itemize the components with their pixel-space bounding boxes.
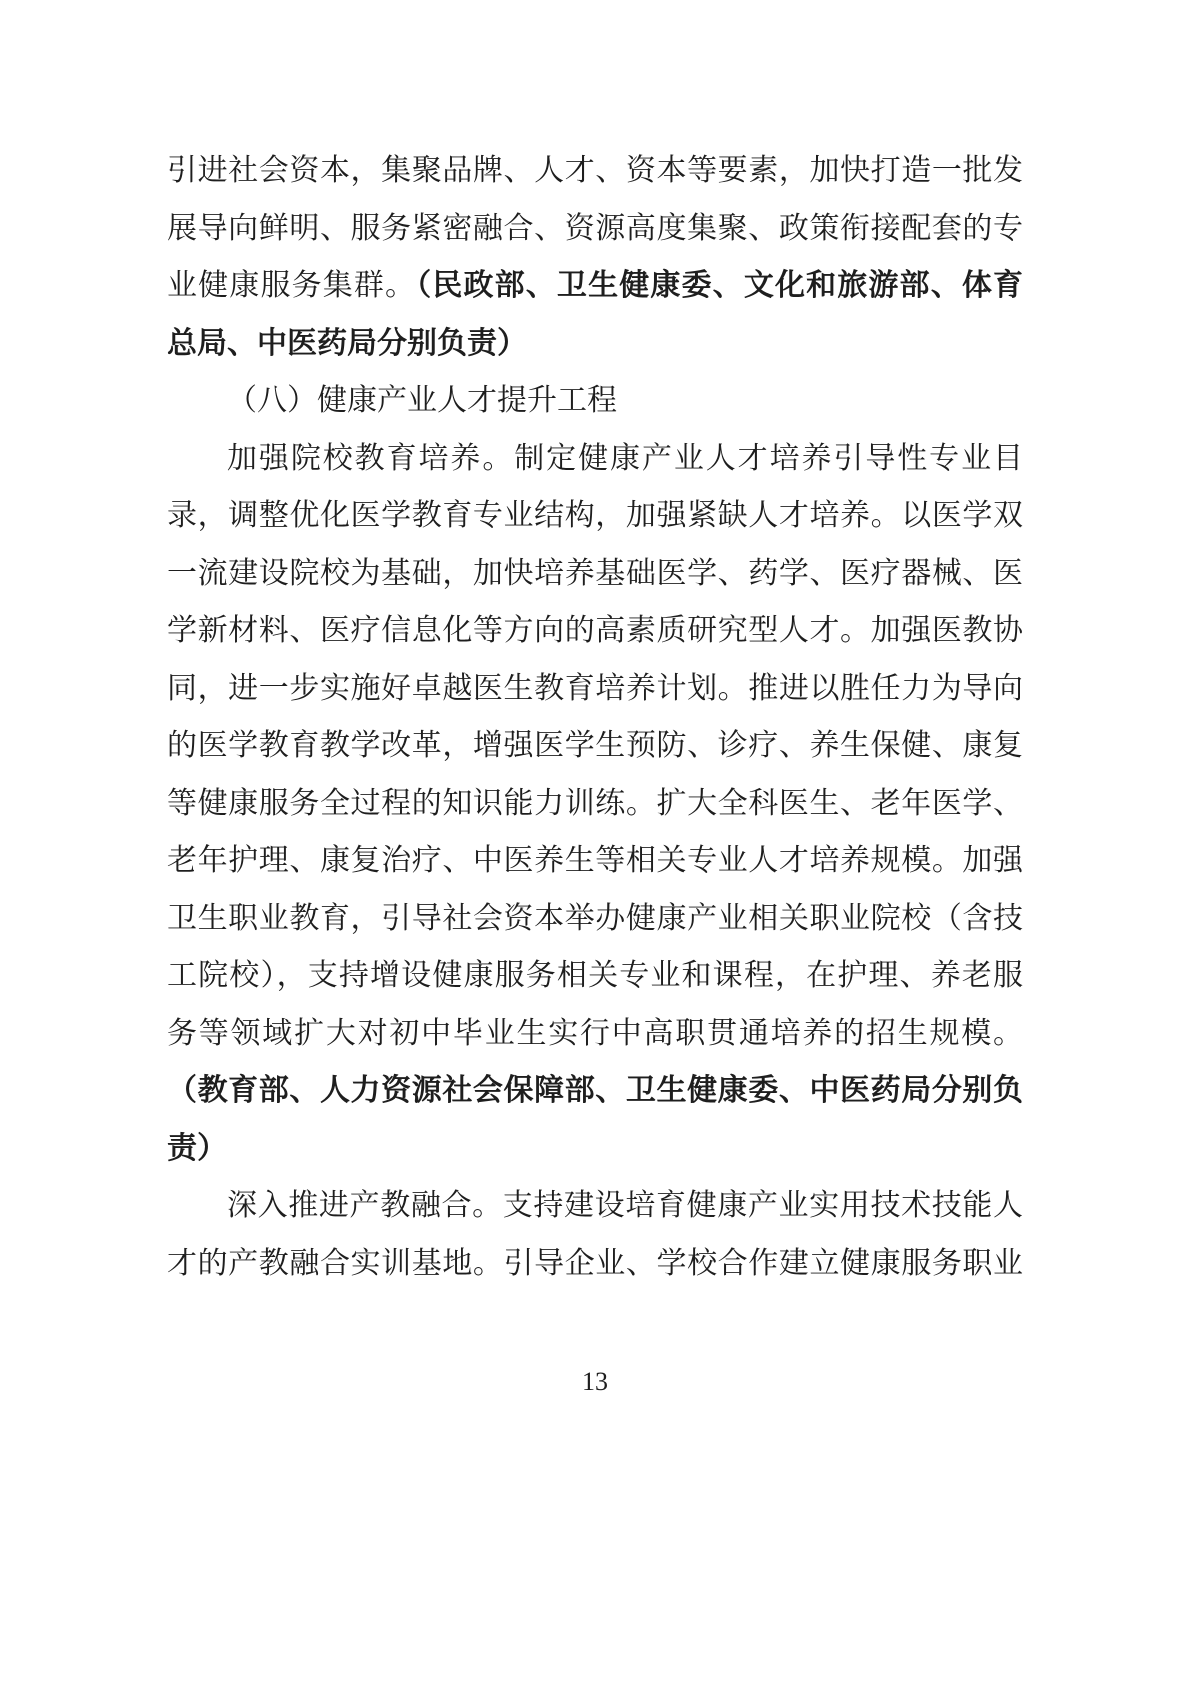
paragraph-line <box>167 545 1023 603</box>
responsible-depts-text: （教育部、人力资源社会保障部、卫生健康委、中医药局分别负 <box>167 1074 1023 1107</box>
body-text: 工院校），支持增设健康服务相关专业和课程，在护理、养老服 <box>167 959 1023 992</box>
body-text: 老年护理、康复治疗、中医养生等相关专业人才培养规模。加强 <box>167 844 1023 877</box>
paragraph-line <box>167 890 1023 948</box>
text-block <box>167 142 1023 1292</box>
paragraph-line <box>167 1062 1023 1120</box>
paragraph-line <box>167 315 1023 373</box>
body-text: 业健康服务集群。 <box>167 269 417 302</box>
paragraph-line <box>167 660 1023 718</box>
body-text: 深入推进产教融合。支持建设培育健康产业实用技术技能人 <box>227 1189 1023 1222</box>
paragraph-line <box>167 1235 1023 1293</box>
paragraph-line <box>167 1177 1023 1235</box>
body-text: 一流建设院校为基础，加快培养基础医学、药学、医疗器械、医 <box>167 556 1023 590</box>
responsible-depts-text: 责） <box>167 1131 227 1165</box>
paragraph-line <box>167 832 1023 890</box>
paragraph-line <box>167 257 1023 315</box>
paragraph-line <box>167 200 1023 258</box>
page-number: 13 <box>582 1367 608 1396</box>
paragraph-line <box>167 487 1023 545</box>
paragraph-line <box>167 430 1023 488</box>
paragraph-line <box>167 775 1023 833</box>
body-text: 的医学教育教学改革，增强医学生预防、诊疗、养生保健、康复 <box>167 729 1023 762</box>
body-text: 卫生职业教育，引导社会资本举办健康产业相关职业院校（含技 <box>167 901 1023 935</box>
paragraph-line <box>167 1005 1023 1063</box>
paragraph-line <box>167 142 1023 200</box>
body-text: 务等领域扩大对初中毕业生实行中高职贯通培养的招生规模。 <box>167 1016 1023 1050</box>
body-text: 等健康服务全过程的知识能力训练。扩大全科医生、老年医学、 <box>167 786 1023 820</box>
body-text: 才的产教融合实训基地。引导企业、学校合作建立健康服务职业 <box>167 1246 1023 1280</box>
paragraph-line <box>167 1120 1023 1178</box>
body-text: 同，进一步实施好卓越医生教育培养计划。推进以胜任力为导向 <box>167 671 1023 705</box>
body-text: 加强院校教育培养。制定健康产业人才培养引导性专业目 <box>227 441 1023 475</box>
paragraph-line <box>167 717 1023 775</box>
body-text: 录，调整优化医学教育专业结构，加强紧缺人才培养。以医学双 <box>167 499 1023 532</box>
responsible-depts-text: （民政部、卫生健康委、文化和旅游部、体育 <box>416 269 1024 302</box>
body-text: 展导向鲜明、服务紧密融合、资源高度集聚、政策衔接配套的专 <box>167 211 1023 245</box>
body-text: 引进社会资本，集聚品牌、人才、资本等要素，加快打造一批发 <box>167 154 1023 187</box>
paragraph-line <box>167 602 1023 660</box>
paragraph-line <box>167 947 1023 1005</box>
responsible-depts-text: 总局、中医药局分别负责） <box>167 326 527 360</box>
section-heading-text: （八）健康产业人才提升工程 <box>227 384 617 417</box>
section-heading-line <box>167 372 1023 430</box>
body-text: 学新材料、医疗信息化等方向的高素质研究型人才。加强医教协 <box>167 614 1023 647</box>
